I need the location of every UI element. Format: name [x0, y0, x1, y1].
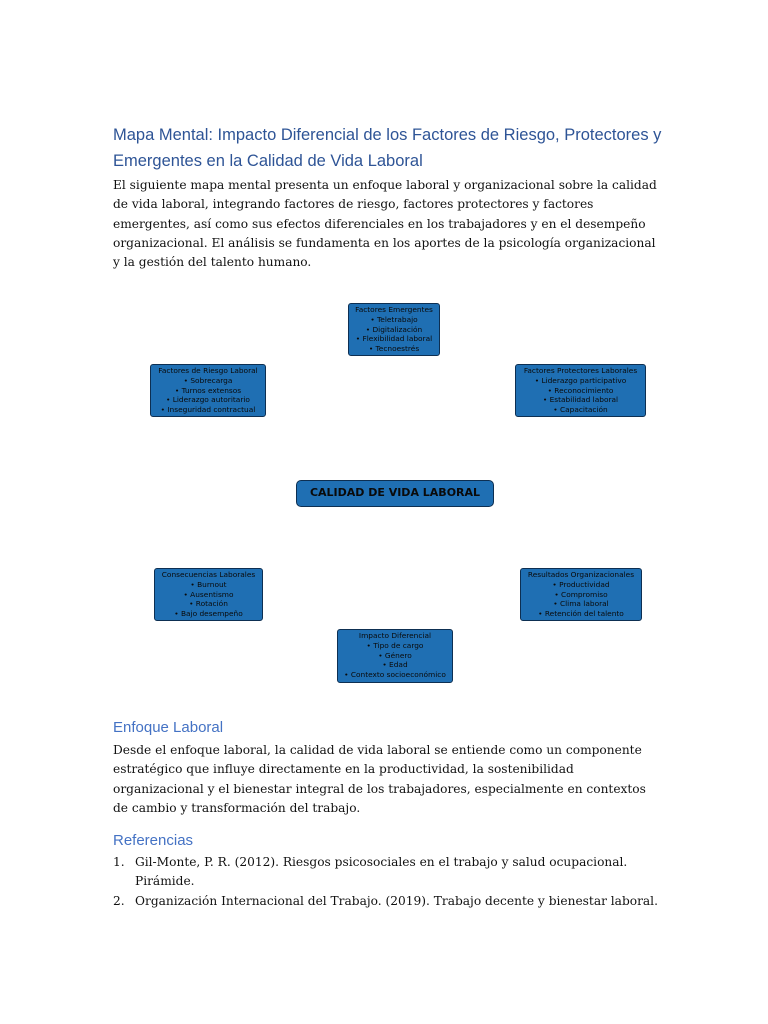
reference-item — [113, 853, 658, 892]
node-item: • Compromiso — [554, 589, 608, 599]
node-consecuencias-laborales — [154, 568, 263, 621]
referencias-heading: Referencias — [113, 832, 194, 849]
node-item: • Retención del talento — [538, 609, 624, 619]
node-item: • Clima laboral — [553, 599, 609, 609]
node-item: • Liderazgo participativo — [534, 375, 627, 385]
node-item: • Teletrabajo — [370, 314, 418, 324]
enfoque-paragraph: Desde el enfoque laboral, la calidad de vida laboral se entiende como un componente estratégico que influye directamente en la productividad, la sostenibilidad organizacional y el bienestar integral de los trabajadores, especialmente en contextos de cambio y transformación del trabajo. — [113, 743, 646, 815]
node-item: • Inseguridad contractual — [160, 405, 256, 415]
node-item: • Género — [378, 650, 412, 660]
node-title: Factores Emergentes — [355, 305, 433, 314]
node-item: • Tecnoestrés — [368, 344, 420, 354]
reference-text: Organización Internacional del Trabajo. (2019). Trabajo decente y bienestar laboral. — [135, 893, 658, 908]
node-item: • Contexto socioeconómico — [344, 670, 446, 680]
node-item: • Turnos extensos — [174, 385, 242, 395]
node-calidad-vida-laboral: CALIDAD DE VIDA LABORAL — [296, 480, 494, 507]
node-resultados-organizacionales — [520, 568, 642, 621]
node-item: • Estabilidad laboral — [542, 395, 619, 405]
references-list — [113, 853, 658, 911]
node-title: Factores de Riesgo Laboral — [158, 366, 258, 375]
node-impacto-diferencial — [337, 629, 453, 683]
document-title: Mapa Mental: Impacto Diferencial de los Factores de Riesgo, Protectores y Emergentes en la Calidad de Vida Laboral — [113, 126, 662, 170]
node-title: Resultados Organizacionales — [527, 570, 635, 579]
node-item: • Productividad — [552, 579, 610, 589]
node-factores-protectores — [515, 364, 646, 417]
node-item: • Edad — [382, 660, 408, 670]
reference-number: 1. — [113, 855, 125, 869]
node-item: • Rotación — [189, 599, 228, 609]
reference-item — [113, 892, 658, 911]
enfoque-heading: Enfoque Laboral — [113, 719, 224, 736]
node-item: • Reconocimiento — [547, 385, 614, 395]
node-title: Consecuencias Laborales — [161, 570, 256, 579]
node-item: • Tipo de cargo — [366, 640, 424, 650]
node-item: • Ausentismo — [183, 589, 234, 599]
node-factores-riesgo — [150, 364, 266, 417]
node-item: • Burnout — [190, 579, 227, 589]
intro-paragraph: El siguiente mapa mental presenta un enfoque laboral y organizacional sobre la calidad de vida laboral, integrando factores de riesgo, factores protectores y factores emergentes, así como sus efectos diferenciales en los trabajadores y en el desempeño organizacional. El análisis se fundamenta en los aportes de la psicología organizacional y la gestión del talento humano. — [113, 178, 657, 270]
node-title: Factores Protectores Laborales — [523, 366, 638, 375]
reference-text: Gil-Monte, P. R. (2012). Riesgos psicosociales en el trabajo y salud ocupacional. Pirámide. — [135, 855, 628, 889]
node-item: • Bajo desempeño — [174, 609, 243, 619]
reference-number: 2. — [113, 893, 125, 908]
node-item: • Capacitación — [553, 405, 608, 415]
node-item: • Flexibilidad laboral — [355, 334, 433, 344]
node-item: • Digitalización — [365, 324, 423, 334]
node-factores-emergentes — [348, 303, 440, 356]
node-item: • Liderazgo autoritario — [166, 395, 250, 405]
node-title: Impacto Diferencial — [358, 631, 432, 640]
node-item: • Sobrecarga — [183, 375, 233, 385]
